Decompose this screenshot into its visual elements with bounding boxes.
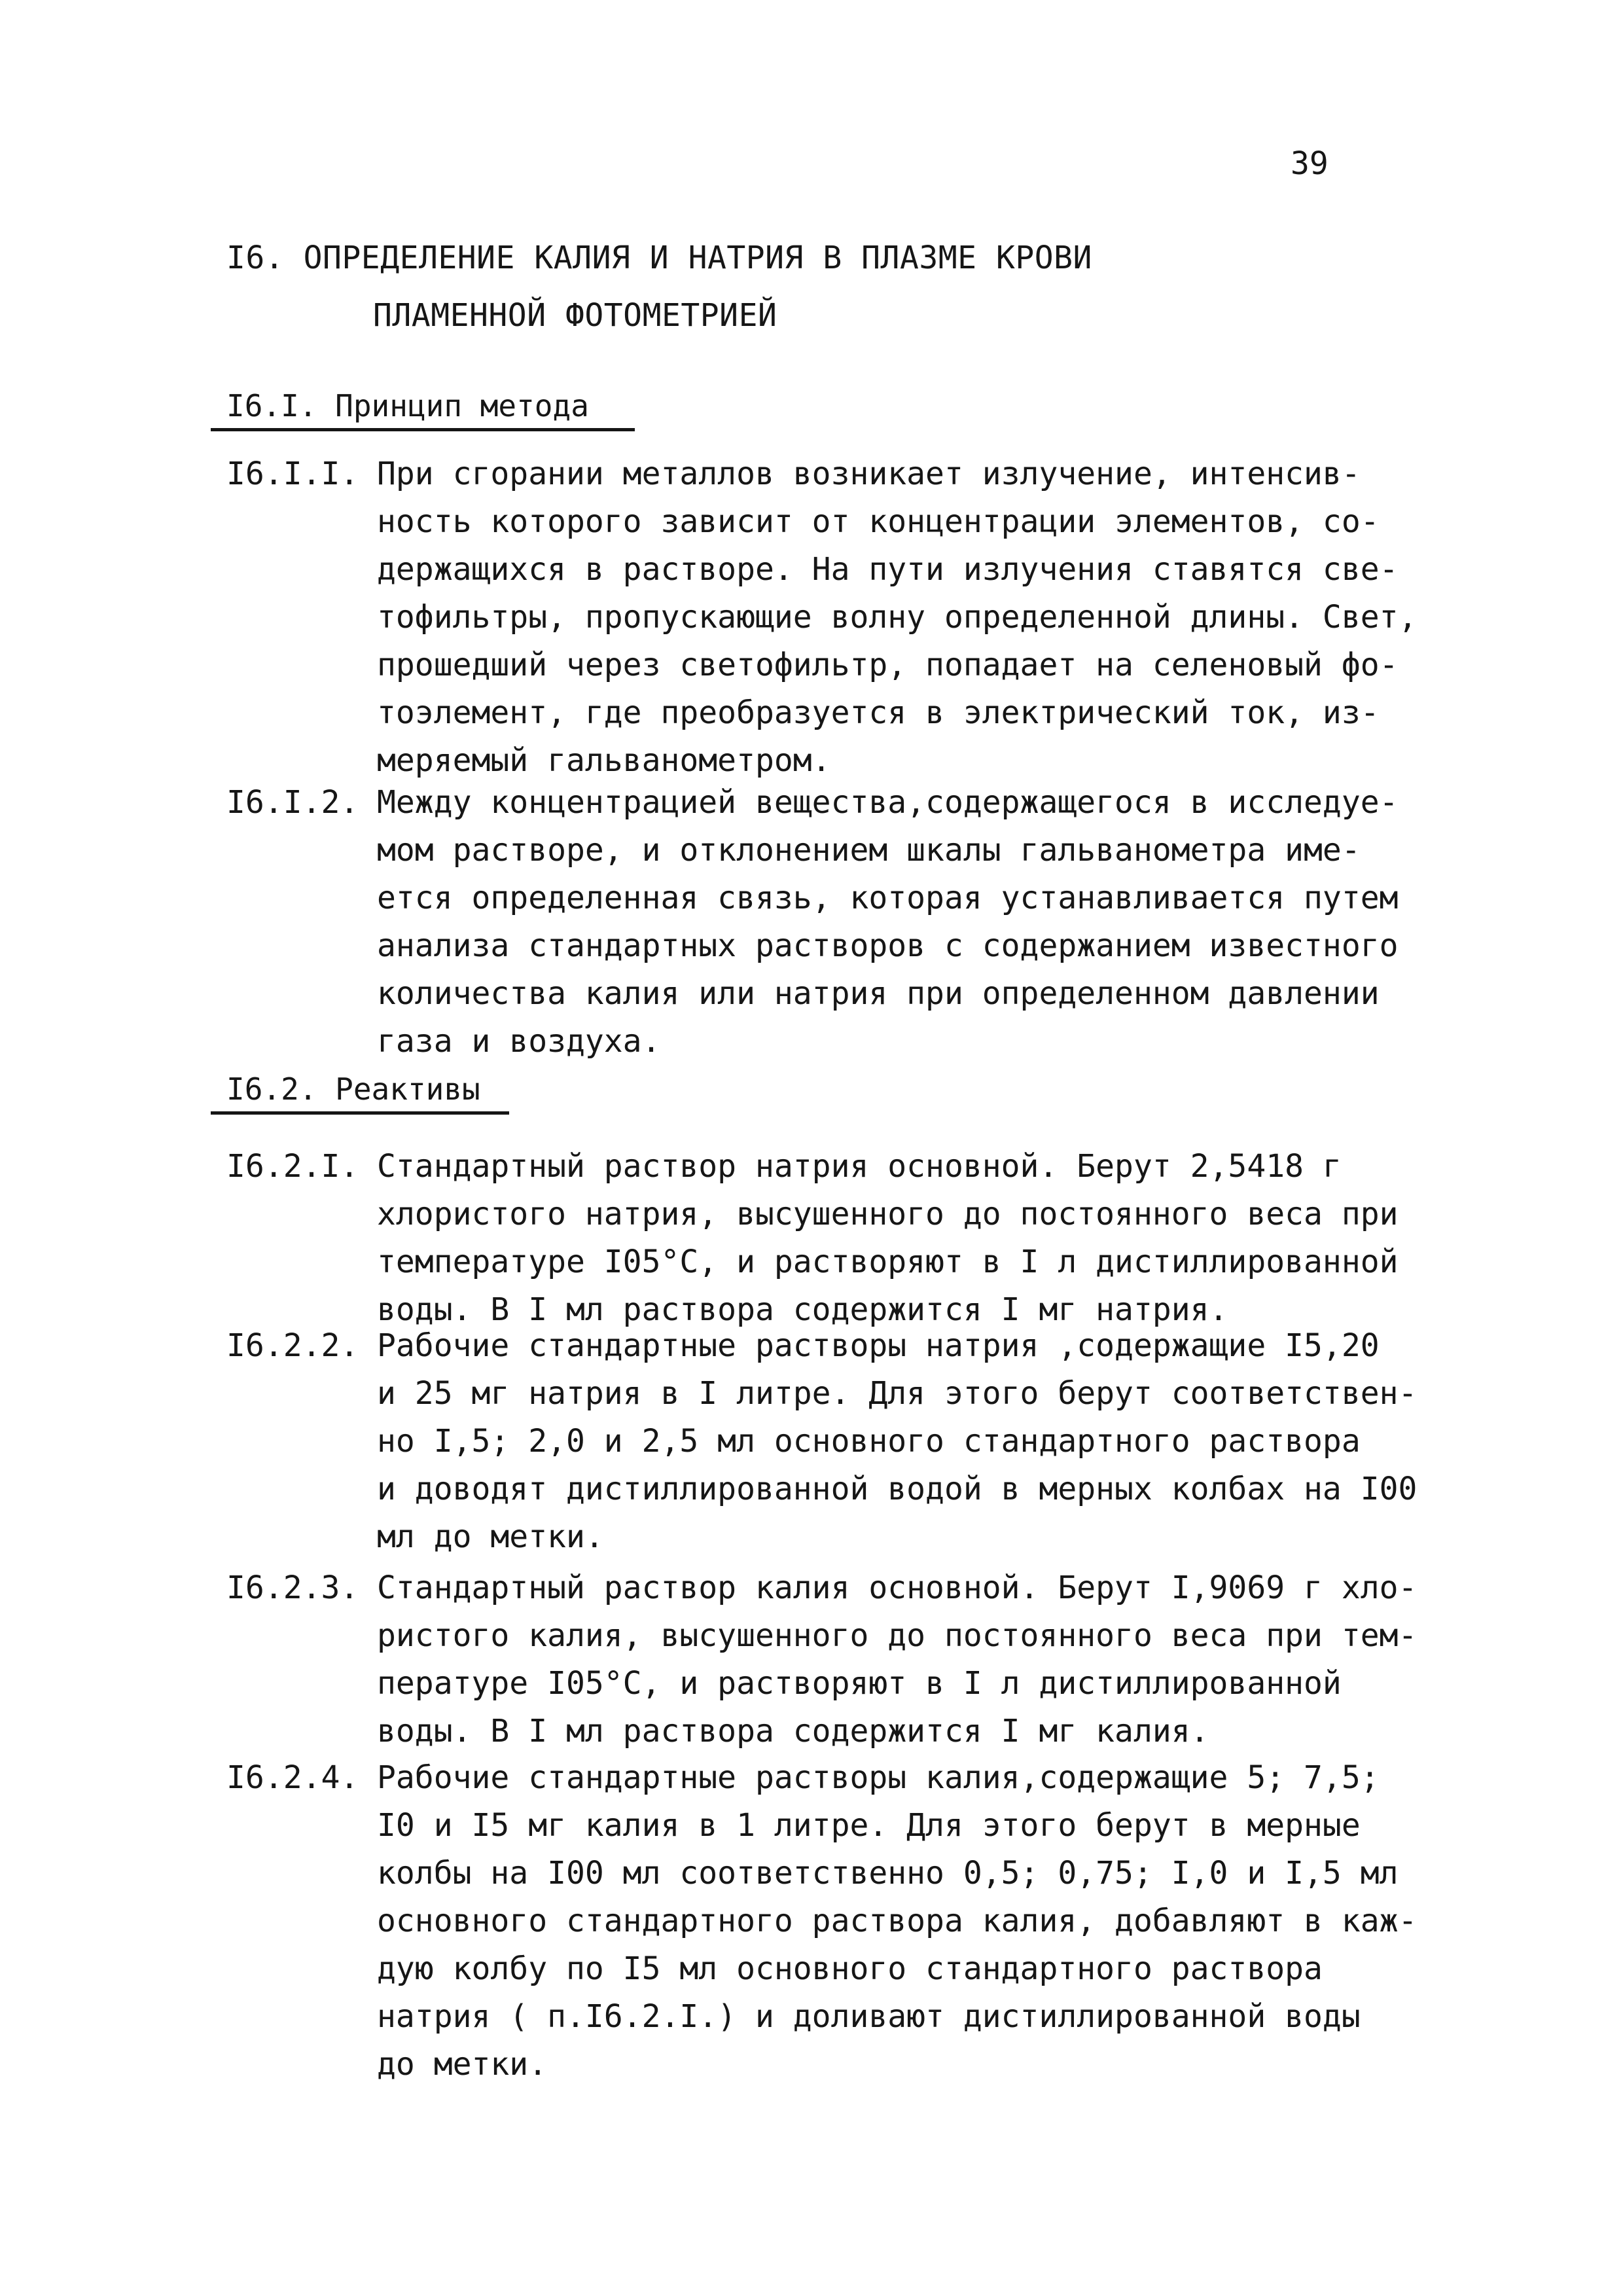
text-line: Рабочие стандартные растворы натрия ,содержащие I5,20 [377, 1327, 1380, 1364]
paragraph-text [377, 779, 1437, 1066]
text-line: хлористого натрия, высушенного до постоянного веса при [377, 1196, 1399, 1232]
text-line: Стандартный раствор калия основной. Берут I,9069 г хло- [377, 1570, 1418, 1606]
text-line: дую колбу по I5 мл основного стандартного раствора [377, 1950, 1323, 1987]
text-line: держащихся в растворе. На пути излучения ставятся све- [377, 551, 1399, 588]
text-line: основного стандартного раствора калия, добавляют в каж- [377, 1903, 1418, 1939]
text-line: анализа стандартных растворов с содержанием известного [377, 927, 1399, 964]
paragraph-number: I6.I.2. [226, 784, 359, 821]
page-number: 39 [1291, 145, 1329, 182]
text-line: Между концентрацией вещества,содержащегося в исследуе- [377, 784, 1399, 821]
text-line: колбы на I00 мл соответственно 0,5; 0,75; I,0 и I,5 мл [377, 1855, 1399, 1892]
paragraph-number: I6.I.I. [226, 456, 359, 492]
text-line: При сгорании металлов возникает излучение, интенсив- [377, 456, 1361, 492]
text-line: ность которого зависит от концентрации элементов, со- [377, 503, 1380, 540]
text-line: и 25 мг натрия в I литре. Для этого берут соответствен- [377, 1375, 1418, 1412]
paragraph-number: I6.2.4. [226, 1759, 359, 1796]
subsection-heading-reagents: I6.2. Реактивы [211, 1071, 509, 1115]
text-line: Стандартный раствор натрия основной. Берут 2,5418 г [377, 1148, 1342, 1185]
text-line: воды. В I мл раствора содержится I мг калия. [377, 1713, 1209, 1749]
text-line: Рабочие стандартные растворы калия,содержащие 5; 7,5; [377, 1759, 1380, 1796]
text-line: количества калия или натрия при определенном давлении [377, 975, 1380, 1012]
text-line: мл до метки. [377, 1518, 604, 1555]
text-line: газа и воздуха. [377, 1023, 661, 1060]
text-line: ристого калия, высушенного до постоянного веса при тем- [377, 1617, 1418, 1654]
text-line: меряемый гальванометром. [377, 742, 831, 779]
text-line: пературе I05°С, и растворяют в I л дистиллированной [377, 1665, 1342, 1702]
paragraph-text [377, 450, 1437, 785]
text-line: и доводят дистиллированной водой в мерных колбах на I00 [377, 1471, 1418, 1507]
text-line: I0 и I5 мг калия в 1 литре. Для этого берут в мерные [377, 1807, 1361, 1844]
text-line: воды. В I мл раствора содержится I мг натрия. [377, 1291, 1228, 1328]
section-title-line-1: I6. ОПРЕДЕЛЕНИЕ КАЛИЯ И НАТРИЯ В ПЛАЗМЕ КРОВИ [226, 240, 1092, 276]
text-line: прошедший через светофильтр, попадает на селеновый фо- [377, 647, 1399, 683]
text-line: тоэлемент, где преобразуется в электрический ток, из- [377, 694, 1380, 731]
text-line: тофильтры, пропускающие волну определенной длины. Свет, [377, 599, 1418, 636]
paragraph-text [377, 1143, 1437, 1334]
paragraph-number: I6.2.I. [226, 1148, 359, 1185]
paragraph-number: I6.2.2. [226, 1327, 359, 1364]
text-line: температуре I05°С, и растворяют в I л дистиллированной [377, 1244, 1399, 1280]
section-title [226, 229, 1092, 344]
paragraph-number: I6.2.3. [226, 1570, 359, 1606]
paragraph-text [377, 1322, 1437, 1561]
paragraph-text [377, 1754, 1437, 2089]
subsection-heading-principle: I6.I. Принцип метода [211, 387, 635, 431]
text-line: мом растворе, и отклонением шкалы гальванометра име- [377, 832, 1361, 869]
text-line: натрия ( п.I6.2.I.) и доливают дистиллированной воды [377, 1998, 1361, 2035]
text-line: до метки. [377, 2046, 548, 2083]
text-line: но I,5; 2,0 и 2,5 мл основного стандартного раствора [377, 1423, 1361, 1460]
paragraph-text [377, 1564, 1437, 1755]
text-line: ется определенная связь, которая устанавливается путем [377, 880, 1399, 916]
section-title-line-2: ПЛАМЕННОЙ ФОТОМЕТРИЕЙ [373, 297, 777, 334]
